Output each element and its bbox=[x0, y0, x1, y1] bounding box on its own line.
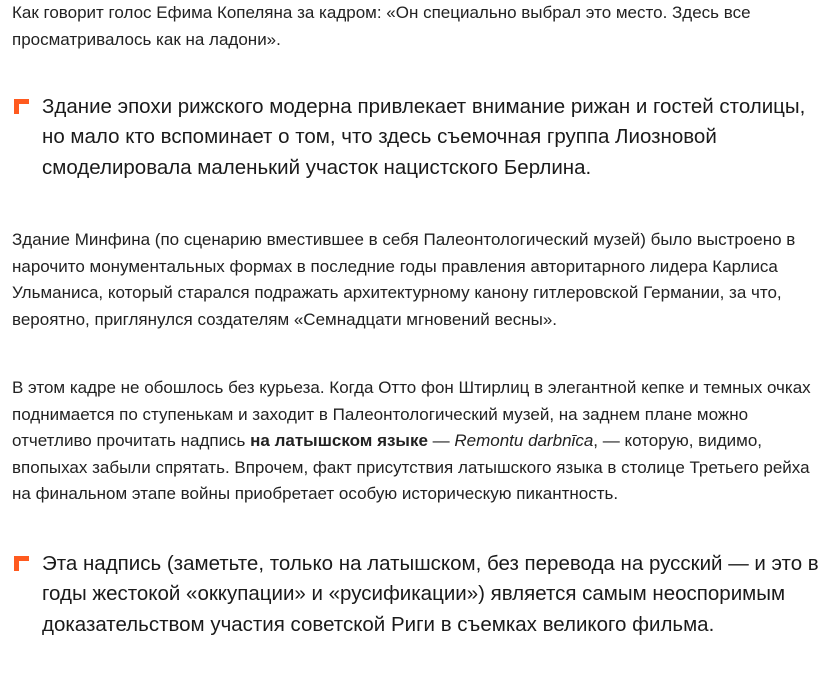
text-span: — bbox=[427, 431, 455, 451]
corner-bracket-icon bbox=[14, 556, 29, 571]
pull-quote bbox=[12, 92, 822, 183]
pull-quote-text: Эта надпись (заметьте, только на латышском, без перевода на русский — и это в годы жестокой «оккупации» и «русификации») является самым неоспоримым доказательством участия советской Риги в съемках великого фильма. bbox=[42, 552, 819, 636]
body-paragraph: Здание Минфина (по сценарию вместившее в себя Палеонтологический музей) было выстроено в нарочито монументальных формах в последние годы правления авторитарного лидера Карлиса Ульманиса, который старался подражать архитектурному канону гитлеровской Германии, за что, вероятно, приглянулся создателям «Семнадцати мгновений весны». bbox=[12, 230, 796, 329]
pull-quote bbox=[12, 549, 822, 640]
body-paragraph bbox=[12, 375, 817, 508]
latvian-inscription: Remontu darbnīca bbox=[454, 431, 594, 451]
pull-quote-text: Здание эпохи рижского модерна привлекает внимание рижан и гостей столицы, но мало кто вспоминает о том, что здесь съемочная группа Лиозновой смоделировала маленький участок нацистского Берлина. bbox=[42, 95, 806, 179]
intro-paragraph: Как говорит голос Ефима Копеляна за кадром: «Он специально выбрал это место. Здесь все просматривалось как на ладони». bbox=[12, 3, 751, 49]
text-span: В этом кадре не обошлось без курьеза. Когда Отто фон Штирлиц в элегантной кепке и темных очках поднимается по ступенькам и заходит в Палеонтологический музей, на заднем плане можно отчетливо прочитать надпись bbox=[12, 378, 811, 451]
text-span: , — которую, видимо, впопыхах забыли спрятать. Впрочем, факт присутствия латышского языка в столице Третьего рейха на финальном этапе войны приобретает особую историческую пикантность. bbox=[12, 431, 810, 504]
bold-link-text[interactable]: на латышском языке bbox=[250, 431, 428, 451]
corner-bracket-icon bbox=[14, 99, 29, 114]
